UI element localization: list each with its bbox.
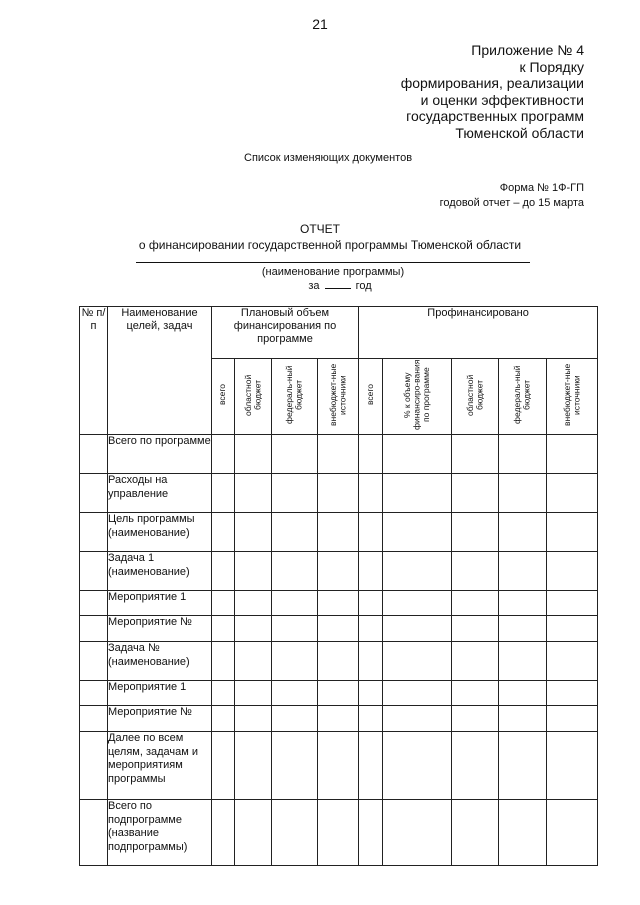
table-row xyxy=(80,591,598,616)
header-name: Наименование целей, задач xyxy=(108,307,212,435)
report-period xyxy=(0,279,640,292)
financing-report-table xyxy=(79,306,598,866)
header-planned-federal: федераль-ный бюджет xyxy=(272,359,318,435)
period-prefix: за xyxy=(308,280,320,292)
table-row xyxy=(80,616,598,642)
row-label: Мероприятие 1 xyxy=(108,591,212,616)
period-suffix: год xyxy=(355,280,372,292)
form-period-note: годовой отчет – до 15 марта xyxy=(439,197,584,209)
row-label: Расходы на управление xyxy=(108,474,212,513)
table-row xyxy=(80,552,598,591)
appendix-line: Тюменской области xyxy=(455,124,584,141)
row-label: Всего по подпрограмме (название подпрограммы) xyxy=(108,800,212,866)
header-planned-regional: областной бюджет xyxy=(235,359,272,435)
header-planned-extrabudget: внебюджет-ные источники xyxy=(318,359,359,435)
header-number: № п/п xyxy=(80,307,108,435)
appendix-block xyxy=(401,42,584,141)
table-row xyxy=(80,435,598,474)
table-row xyxy=(80,706,598,732)
appendix-line: Приложение № 4 xyxy=(471,42,584,58)
header-funded-federal: федераль-ный бюджет xyxy=(499,359,547,435)
header-funded-percent: % к объему финансиро-вания по программе xyxy=(383,359,452,435)
report-title: ОТЧЕТ xyxy=(300,222,340,236)
row-label: Задача 1 (наименование) xyxy=(108,552,212,591)
row-label: Мероприятие 1 xyxy=(108,681,212,706)
table-row xyxy=(80,642,598,681)
form-info xyxy=(440,181,584,211)
row-label: Цель программы (наименование) xyxy=(108,513,212,552)
program-name-caption: (наименование программы) xyxy=(261,266,405,278)
row-label: Далее по всем целям, задачам и мероприятиям программы xyxy=(108,732,212,800)
row-label: Мероприятие № xyxy=(108,616,212,642)
table-row xyxy=(80,800,598,866)
appendix-line: формирования, реализации xyxy=(400,75,584,91)
header-planned-total: всего xyxy=(212,359,235,435)
row-label: Мероприятие № xyxy=(108,706,212,732)
appendix-line: и оценки эффективности xyxy=(420,91,584,108)
form-number: Форма № 1Ф-ГП xyxy=(499,182,584,194)
header-funded: Профинансировано xyxy=(359,307,598,359)
program-name-line xyxy=(136,262,530,263)
page-number: 21 xyxy=(312,16,328,32)
changes-list-heading: Список изменяющих документов xyxy=(244,152,413,164)
period-year-blank xyxy=(325,279,351,289)
table-row xyxy=(80,474,598,513)
table-row xyxy=(80,513,598,552)
header-funded-regional: областной бюджет xyxy=(452,359,499,435)
table-row xyxy=(80,732,598,800)
row-label: Всего по программе xyxy=(108,435,212,474)
report-subtitle: о финансировании государственной программы Тюменской области xyxy=(138,238,522,252)
table-row xyxy=(80,681,598,706)
header-funded-total: всего xyxy=(359,359,383,435)
header-planned: Плановый объем финансирования по программе xyxy=(212,307,359,359)
appendix-line: государственных программ xyxy=(406,108,584,124)
row-label: Задача № (наименование) xyxy=(108,642,212,681)
header-funded-extrabudget: внебюджет-ные источники xyxy=(547,359,598,435)
appendix-line: к Порядку xyxy=(519,58,584,75)
